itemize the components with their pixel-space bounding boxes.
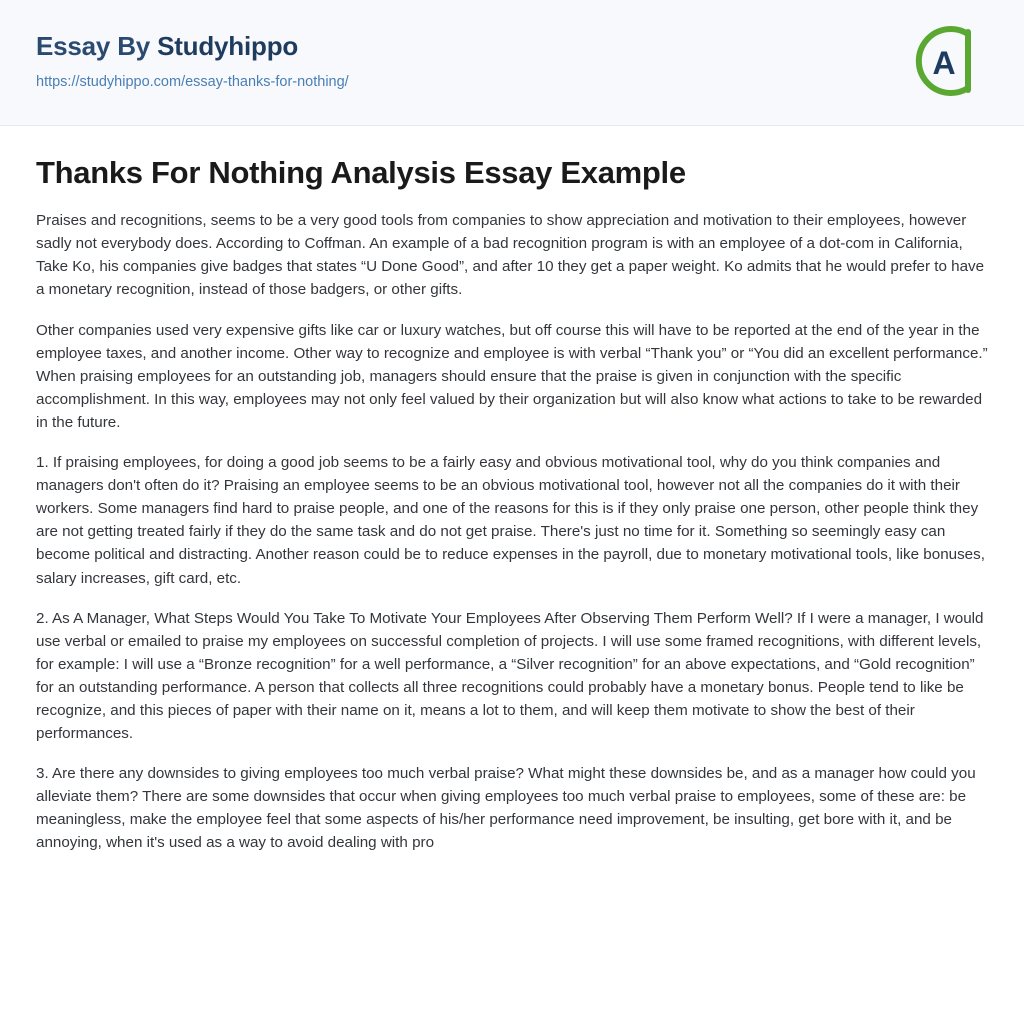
document-content — [0, 126, 1024, 855]
essay-paragraph: 3. Are there any downsides to giving employees too much verbal praise? What might these downsides be, and as a manager how could you alleviate them? There are some downsides that occur when giving employees too much verbal praise to employees, some of these are: be meaningless, make the employee feel that some aspects of his/her performance need improvement, be insulting, get bore with it, and be annoying, when it's used as a way to avoid dealing with pro — [36, 765, 976, 852]
essay-paragraph: 1. If praising employees, for doing a good job seems to be a fairly easy and obvious motivational tool, why do you think companies and managers don't often do it? Praising an employee seems to be an obvious motivational tool, however not all the companies do it with their workers. Some managers find hard to praise people, and one of the reasons for this is if they only praise one person, other people think they are not getting treated fairly if they do the same task and do not get praise. There's just no time for it. Something so seemingly easy can become political and distracting. Another reason could be to reduce expenses in the payroll, due to monetary motivational tools, like bonuses, salary increases, gift card, etc. — [36, 454, 985, 587]
site-header — [0, 0, 1024, 126]
page-title: Thanks For Nothing Analysis Essay Example — [36, 155, 686, 190]
site-url[interactable]: https://studyhippo.com/essay-thanks-for-nothing/ — [36, 73, 349, 90]
studyhippo-circle-a-logo-icon — [906, 22, 984, 100]
svg-text:A: A — [932, 45, 956, 81]
essay-paragraph: Other companies used very expensive gifts like car or luxury watches, but off course this will have to be reported at the end of the year in the employee taxes, and another income. Other way to recognize and employee is with verbal “Thank you” or “You did an excellent performance.” When praising employees for an outstanding job, managers should ensure that the praise is given in conjunction with the specific accomplishment. In this way, employees may not only feel valued by their organization but will also know what actions to take to be rewarded in the future. — [36, 321, 988, 431]
essay-paragraph: 2. As A Manager, What Steps Would You Take To Motivate Your Employees After Observing Them Perform Well? If I were a manager, I would use verbal or emailed to praise my employees on successful completion of projects. I will use some framed recognitions, with different levels, for example: I will use a “Bronze recognition” for a well performance, a “Silver recognition” for an above expectations, and “Gold recognition” for an outstanding performance. A person that collects all three recognitions could probably have a monetary bonus. People tend to like be recognize, and this pieces of paper with their name on it, means a lot to them, and will keep them motivate to show the best of their performances. — [36, 609, 984, 743]
brand-prefix: Essay By — [36, 31, 158, 61]
site-brand — [36, 32, 988, 61]
brand-name: Studyhippo — [157, 31, 299, 61]
essay-paragraph: Praises and recognitions, seems to be a very good tools from companies to show appreciation and motivation to their employees, however sadly not everybody does. According to Coffman. An example of a bad recognition program is with an employee of a dot-com in California, Take Ko, his companies give badges that states “U Done Good”, and after 10 they get a paper weight. Ko admits that he would prefer to have a monetary recognition, instead of those badgers, or other gifts. — [36, 212, 985, 299]
